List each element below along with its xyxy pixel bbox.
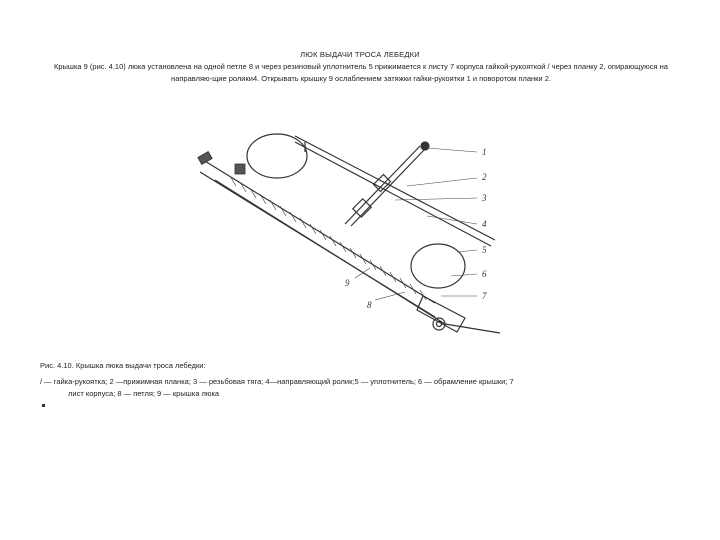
bullet-marker — [42, 404, 45, 407]
pressure-strap — [295, 136, 495, 246]
handle-nut — [421, 142, 429, 150]
guide-roller-lower — [411, 244, 465, 288]
leader-lines — [355, 148, 477, 300]
hatch-cover-figure — [195, 128, 515, 358]
caption-line-2: лист корпуса; 8 — петля; 9 — крышка люка — [68, 389, 220, 398]
page-title: ЛЮК ВЫДАЧИ ТРОСА ЛЕБЕДКИ — [300, 50, 420, 59]
callout-9: 9 — [345, 278, 350, 288]
figure-caption-title: Рис. 4.10. Крышка люка выдачи троса лебедки: — [40, 361, 206, 370]
callout-8: 8 — [367, 300, 372, 310]
callout-7: 7 — [482, 291, 487, 301]
callout-5: 5 — [482, 245, 487, 255]
callout-3: 3 — [482, 193, 487, 203]
caption-line-1: / — гайка-рукоятка; 2 —прижимная планка; 3 — резьбовая тяга; 4—направляющий ролик;5 — уплотнитель; 6 — обрамление крышки; 7 — [40, 377, 514, 386]
cover-band — [200, 158, 500, 333]
callout-1: 1 — [482, 147, 487, 157]
callout-2: 2 — [482, 172, 487, 182]
hatch-cover-drawing — [195, 128, 515, 358]
guide-roller-upper — [247, 134, 307, 178]
callout-6: 6 — [482, 269, 487, 279]
callout-4: 4 — [482, 219, 487, 229]
figure-caption-legend — [40, 376, 680, 400]
intro-paragraph: Крышка 9 (рис. 4.10) люка установлена на одной петле 8 и через резиновый уплотнитель 5 прижимается к листу 7 корпуса гайкой-рукояткой / через планку 2, опирающуюся на направляю-щие ролики4. Открывать крышку 9 ослаблением затяжки гайки-рукоятки 1 и поворотом планки 2. — [54, 62, 668, 83]
